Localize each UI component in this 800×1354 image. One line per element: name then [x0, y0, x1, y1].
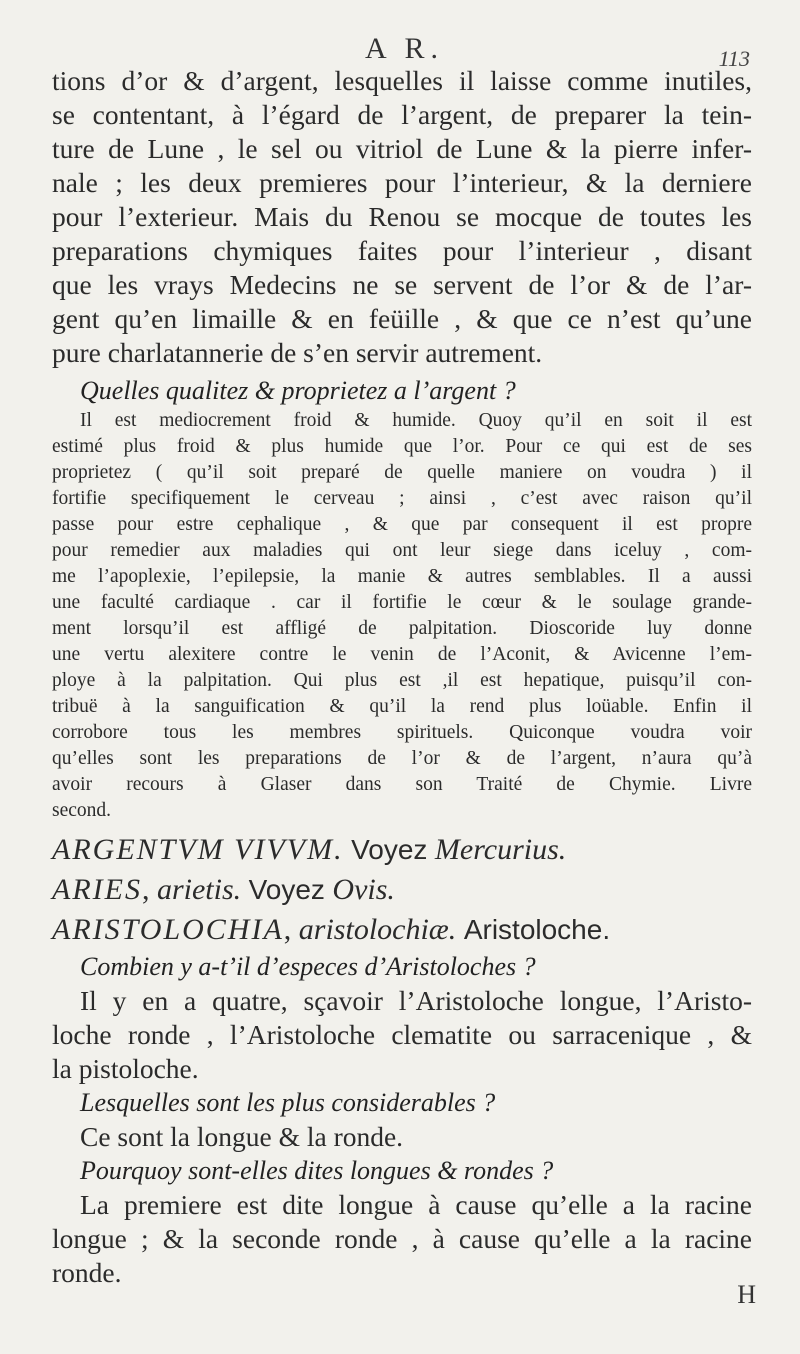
entry-headword: ARISTOLOCHIA	[52, 913, 284, 946]
entry-headword: ARGENTVM VIVVM.	[52, 833, 344, 866]
text-line: ment lorsqu’il est affligé de palpitation. Dioscoride luy donne	[52, 618, 752, 639]
text-line: pour remedier aux maladies qui ont leur siege dans iceluy , com-	[52, 540, 752, 561]
text-line: une faculté cardiaque . car il fortifie le cœur & le soulage grande-	[52, 592, 752, 613]
text-line: pure charlatannerie de s’en servir autrement.	[52, 337, 543, 368]
text-line: loche ronde , l’Aristoloche clematite ou sarracenique , &	[52, 1019, 752, 1050]
text-line: pour l’exterieur. Mais du Renou se mocque de toutes les	[52, 201, 752, 232]
text-line: ture de Lune , le sel ou vitriol de Lune & la pierre infer-	[52, 133, 752, 164]
text-line: ploye à la palpitation. Qui plus est ,il est hepatique, puisqu’il con-	[52, 670, 752, 691]
text-line: ronde.	[52, 1257, 122, 1288]
text-line: la pistoloche.	[52, 1053, 199, 1084]
cross-reference: Ovis.	[332, 873, 395, 906]
see-label: Voyez	[351, 834, 428, 865]
text-line: me l’apoplexie, l’epilepsie, la manie & autres semblables. Il a aussi	[52, 566, 752, 587]
running-head	[0, 32, 800, 71]
see-label: Voyez	[248, 874, 325, 905]
entry-aries: ARIES, arietis. Voyez Ovis.	[52, 873, 395, 906]
text-line: passe pour estre cephalique , & que par consequent il est propre	[52, 514, 752, 535]
text-line: estimé plus froid & plus humide que l’or. Pour ce qui est de ses	[52, 436, 752, 457]
running-head-letters: A R.	[365, 32, 445, 65]
text-line: preparations chymiques faites pour l’interieur , disant	[52, 235, 752, 266]
entry-aristolochia: ARISTOLOCHIA, aristolochiæ. Aristoloche.	[52, 913, 611, 946]
text-line: gent qu’en limaille & en feüille , & que ce n’est qu’une	[52, 303, 752, 334]
signature-mark: H	[737, 1280, 756, 1309]
paragraph-shapes	[52, 1188, 752, 1290]
entry-latin-genitive: arietis.	[156, 873, 242, 906]
entry-headword: ARIES	[52, 873, 142, 906]
text-line: se contentant, à l’égard de l’argent, de preparer la tein-	[52, 99, 752, 130]
question-heading: Combien y a-t’il d’especes d’Aristoloches ?	[80, 952, 536, 981]
text-line: que les vrays Medecins ne se servent de l’or & de l’ar-	[52, 269, 752, 300]
text-line: corrobore tous les membres spirituels. Quiconque voudra voir	[52, 722, 752, 743]
small-paragraph	[52, 408, 752, 824]
text-line: fortifie specifiquement le cerveau ; ainsi , c’est avec raison qu’il	[52, 488, 752, 509]
text-line: qu’elles sont les preparations de l’or & de l’argent, n’aura qu’à	[52, 748, 752, 769]
question-heading: Pourquoy sont-elles dites longues & rondes ?	[80, 1156, 554, 1185]
text-line: nale ; les deux premieres pour l’interieur, & la derniere	[52, 167, 752, 198]
page-number: 113	[718, 46, 750, 71]
entry-latin-genitive: aristolochiæ.	[298, 913, 457, 946]
text-line: proprietez ( qu’il soit preparé de quelle maniere on voudra ) il	[52, 462, 752, 483]
text-line: tribuë à la sanguification & qu’il la rend plus loüable. Enfin il	[52, 696, 752, 717]
text-line: second.	[52, 800, 112, 821]
text-line: avoir recours à Glaser dans son Traité de Chymie. Livre	[52, 774, 752, 795]
text-line: Il y en a quatre, sçavoir l’Aristoloche longue, l’Aristo-	[80, 985, 752, 1016]
paragraph-species	[52, 984, 752, 1086]
text-line: tions d’or & d’argent, lesquelles il laisse comme inutiles,	[52, 65, 752, 96]
paragraph-intro	[52, 64, 752, 370]
text-line: Il est mediocrement froid & humide. Quoy qu’il en soit il est	[80, 410, 752, 431]
text-line: Ce sont la longue & la ronde.	[80, 1121, 404, 1152]
question-heading: Quelles qualitez & proprietez a l’argent ?	[80, 376, 516, 405]
entry-french-name: Aristoloche.	[463, 914, 611, 945]
question-heading: Lesquelles sont les plus considerables ?	[80, 1088, 496, 1117]
page-body	[52, 64, 752, 1290]
cross-reference: Mercurius.	[434, 833, 567, 866]
text-line: La premiere est dite longue à cause qu’elle a la racine	[80, 1189, 752, 1220]
text-line: longue ; & la seconde ronde , à cause qu’elle a la racine	[52, 1223, 752, 1254]
entry-argentum-vivum	[52, 830, 752, 870]
text-line: une vertu alexitere contre le venin de l’Aconit, & Avicenne l’em-	[52, 644, 752, 665]
